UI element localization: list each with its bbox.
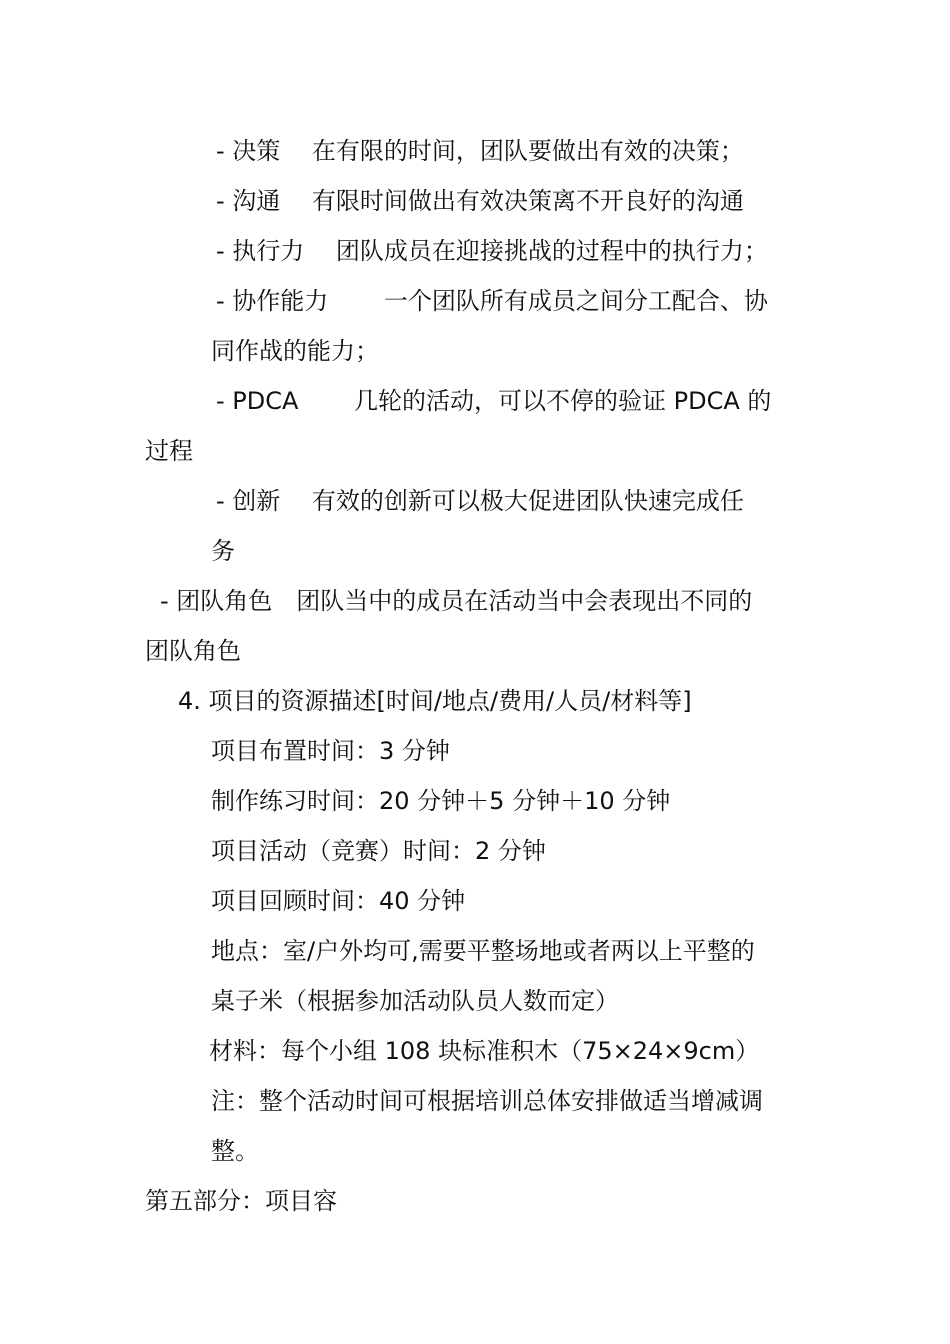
text-line-setup-time: 项目布置时间：3 分钟 [211,737,450,765]
text-line-note: 注：整个活动时间可根据培训总体安排做适当增减调 [211,1087,763,1115]
text-line-location: 地点：室/户外均可,需要平整场地或者两以上平整的 [211,937,755,965]
text-line-team-role-cont: 团队角色 [145,637,241,665]
text-line-activity-time: 项目活动（竞赛）时间：2 分钟 [211,837,546,865]
text-line-decision: - 决策 在有限的时间，团队要做出有效的决策； [216,137,744,165]
text-line-innovation-cont: 务 [211,537,235,565]
section-heading-part-five: 第五部分：项目容 [145,1187,337,1215]
text-line-note-cont: 整。 [211,1137,259,1165]
text-line-pdca: - PDCA 几轮的活动，可以不停的验证 PDCA 的 [216,387,772,415]
text-line-collaboration-cont: 同作战的能力； [211,337,379,365]
text-line-collaboration: - 协作能力 一个团队所有成员之间分工配合、协 [216,287,768,315]
text-line-review-time: 项目回顾时间：40 分钟 [211,887,466,915]
text-line-practice-time: 制作练习时间：20 分钟＋5 分钟＋10 分钟 [211,787,671,815]
text-line-team-role: - 团队角色 团队当中的成员在活动当中会表现出不同的 [160,587,753,615]
text-line-location-cont: 桌子米（根据参加活动队员人数而定） [211,987,619,1015]
section-heading-resources: 4. 项目的资源描述[时间/地点/费用/人员/材料等] [178,687,692,715]
text-line-communication: - 沟通 有限时间做出有效决策离不开良好的沟通 [216,187,744,215]
text-line-pdca-cont: 过程 [145,437,193,465]
text-line-innovation: - 创新 有效的创新可以极大促进团队快速完成任 [216,487,744,515]
text-line-execution: - 执行力 团队成员在迎接挑战的过程中的执行力； [216,237,768,265]
text-line-materials: 材料：每个小组 108 块标准积木（75×24×9cm） [209,1037,760,1065]
